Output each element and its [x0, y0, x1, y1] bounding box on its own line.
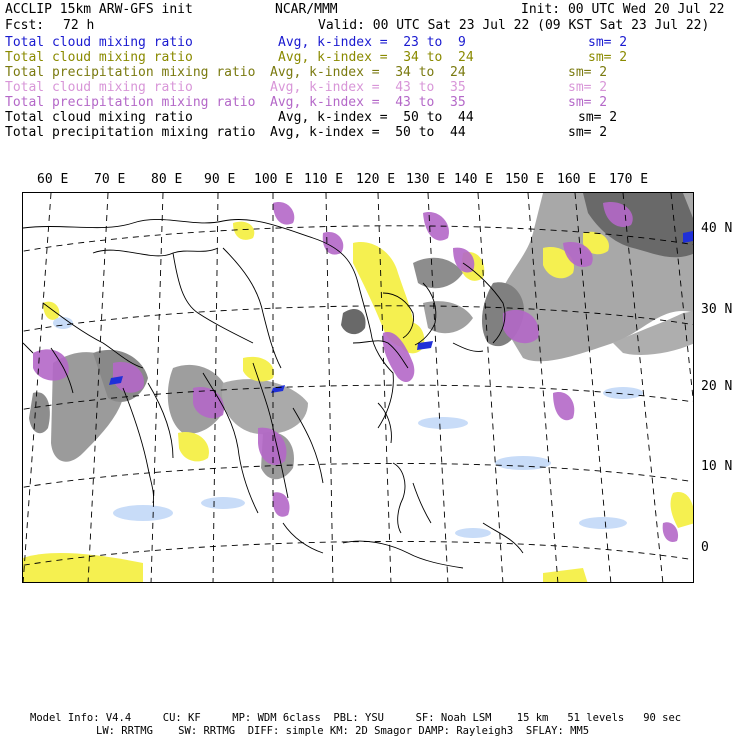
field-smoothing-1: sm= 2 — [588, 35, 628, 50]
valid-time: Valid: 00 UTC Sat 23 Jul 22 (09 KST Sat 23 Jul 22) — [318, 18, 710, 33]
field-name-3: Total precipitation mixing ratio — [5, 65, 256, 80]
institution-label: NCAR/MMM — [275, 2, 338, 17]
field-name-2: Total cloud mixing ratio — [5, 50, 193, 65]
field-name-6: Total cloud mixing ratio — [5, 110, 193, 125]
field-kindex-3: Avg, k-index = 34 to 24 — [270, 65, 466, 80]
latitude-label: 30 N — [701, 302, 733, 317]
latitude-label: 20 N — [701, 379, 733, 394]
field-name-4: Total cloud mixing ratio — [5, 80, 193, 95]
init-time: Init: 00 UTC Wed 20 Jul 22 — [521, 2, 725, 17]
field-kindex-1: Avg, k-index = 23 to 9 — [278, 35, 466, 50]
longitude-label: 170 E — [609, 172, 649, 187]
field-name-5: Total precipitation mixing ratio — [5, 95, 256, 110]
field-kindex-5: Avg, k-index = 43 to 35 — [270, 95, 466, 110]
model-info-line-1: Model Info: V4.4 CU: KF MP: WDM 6class PBL: YSU SF: Noah LSM 15 km 51 levels 90 sec — [30, 712, 682, 724]
field-kindex-2: Avg, k-index = 34 to 24 — [278, 50, 474, 65]
map-svg — [23, 193, 694, 583]
latitude-label: 40 N — [701, 221, 733, 236]
longitude-label: 60 E — [37, 172, 69, 187]
longitude-label: 90 E — [204, 172, 236, 187]
forecast-hour: 72 h — [63, 18, 95, 33]
latitude-label: 10 N — [701, 459, 733, 474]
field-smoothing-6: sm= 2 — [578, 110, 618, 125]
figure-title: ACCLIP 15km ARW-GFS init — [5, 2, 193, 17]
longitude-label: 160 E — [557, 172, 597, 187]
field-name-7: Total precipitation mixing ratio — [5, 125, 256, 140]
forecast-label: Fcst: — [5, 18, 45, 33]
longitude-label: 70 E — [94, 172, 126, 187]
map-panel — [22, 192, 694, 583]
longitude-label: 110 E — [304, 172, 344, 187]
field-smoothing-5: sm= 2 — [568, 95, 608, 110]
field-kindex-6: Avg, k-index = 50 to 44 — [278, 110, 474, 125]
field-smoothing-2: sm= 2 — [588, 50, 628, 65]
longitude-label: 120 E — [356, 172, 396, 187]
latitude-label: 0 — [701, 540, 709, 555]
field-kindex-7: Avg, k-index = 50 to 44 — [270, 125, 466, 140]
longitude-label: 150 E — [505, 172, 545, 187]
field-kindex-4: Avg, k-index = 43 to 35 — [270, 80, 466, 95]
longitude-label: 140 E — [454, 172, 494, 187]
longitude-label: 100 E — [254, 172, 294, 187]
field-smoothing-3: sm= 2 — [568, 65, 608, 80]
field-smoothing-4: sm= 2 — [568, 80, 608, 95]
longitude-label: 130 E — [406, 172, 446, 187]
model-info-line-2: LW: RRTMG SW: RRTMG DIFF: simple KM: 2D Smagor DAMP: Rayleigh3 SFLAY: MM5 — [96, 725, 590, 737]
longitude-label: 80 E — [151, 172, 183, 187]
field-name-1: Total cloud mixing ratio — [5, 35, 193, 50]
field-smoothing-7: sm= 2 — [568, 125, 608, 140]
